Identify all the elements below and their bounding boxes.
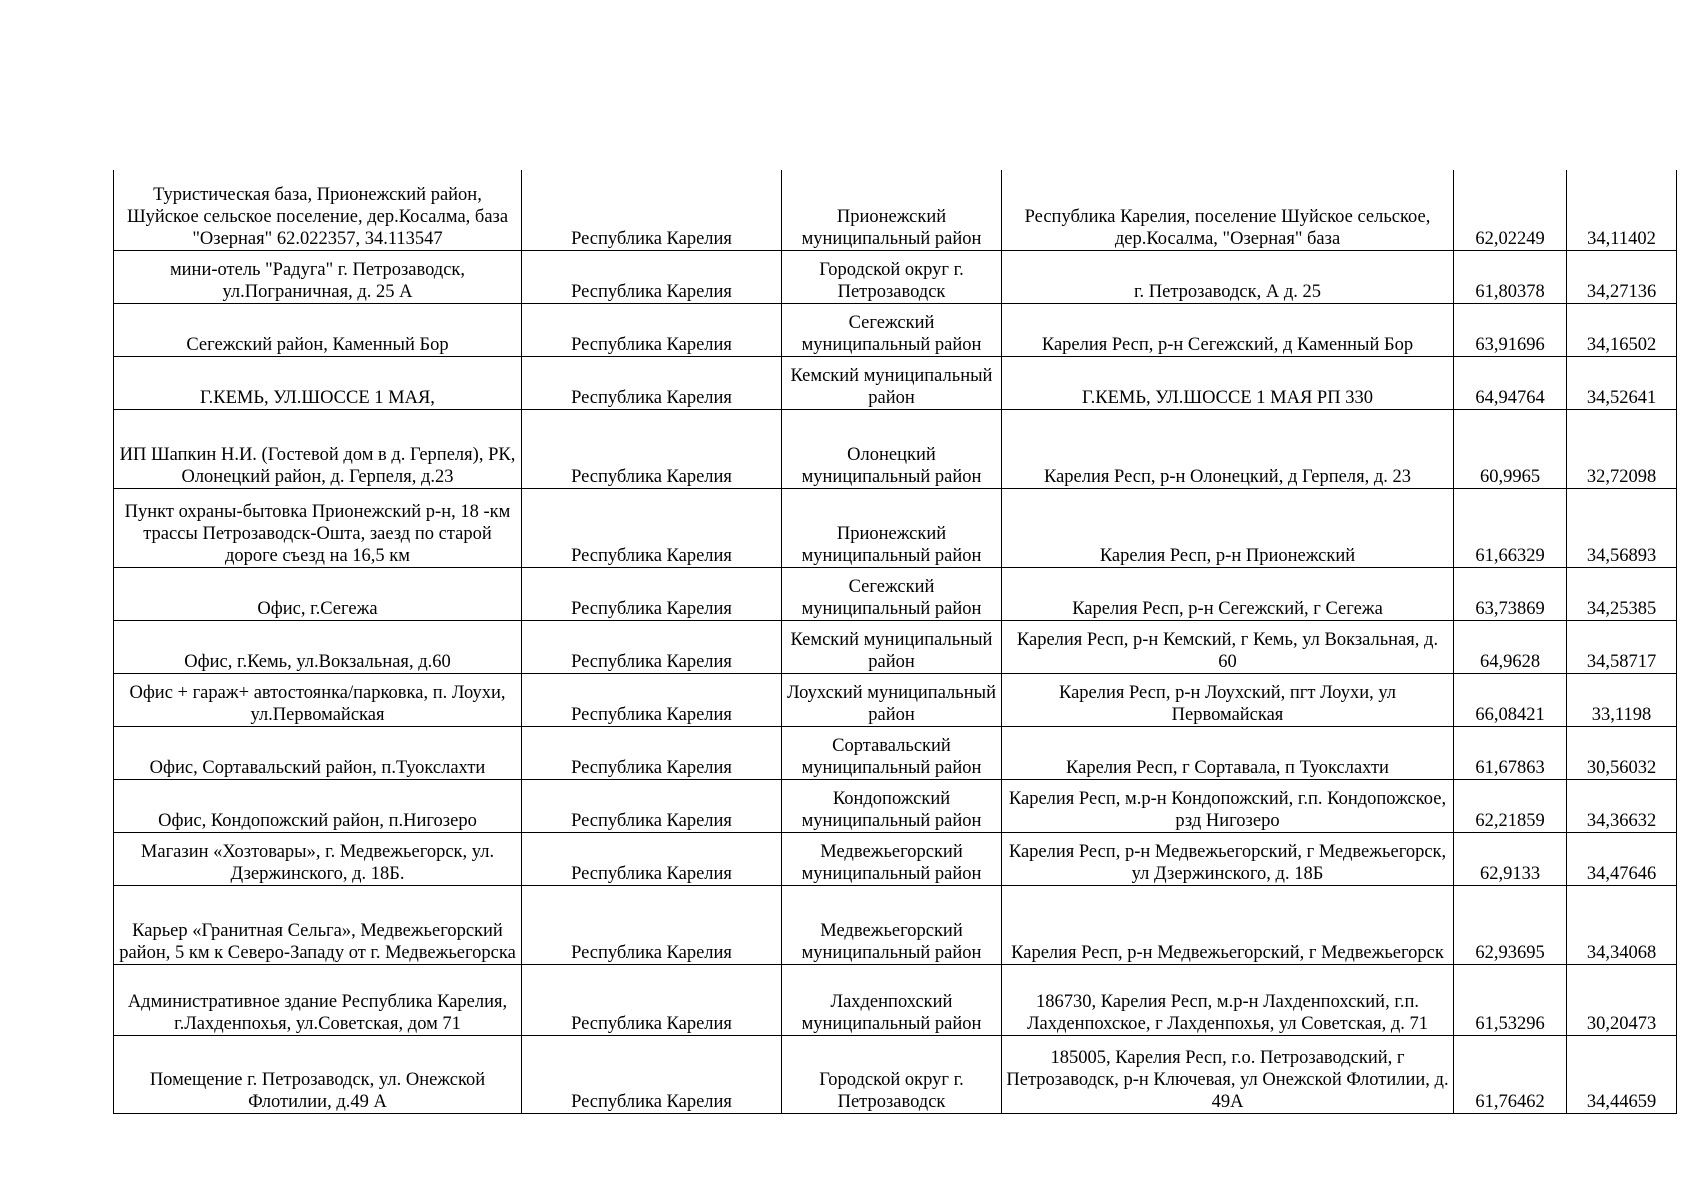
table-row	[114, 726, 1677, 779]
locations-table	[113, 170, 1677, 1114]
municipality-cell: Городской округ г. Петрозаводск	[782, 1035, 1002, 1113]
table-row	[114, 779, 1677, 832]
object-name-cell: Офис, г.Кемь, ул.Вокзальная, д.60	[114, 620, 522, 673]
municipality-cell: Городской округ г. Петрозаводск	[782, 250, 1002, 303]
address-cell: 186730, Карелия Респ, м.р-н Лахденпохский, г.п. Лахденпохское, г Лахденпохья, ул Советская, д. 71	[1002, 964, 1454, 1035]
municipality-cell: Кемский муниципальный район	[782, 620, 1002, 673]
address-cell: Карелия Респ, м.р-н Кондопожский, г.п. Кондопожское, рзд Нигозеро	[1002, 779, 1454, 832]
longitude-cell: 30,56032	[1567, 726, 1677, 779]
object-name-cell: ИП Шапкин Н.И. (Гостевой дом в д. Герпеля), РК, Олонецкий район, д. Герпеля, д.23	[114, 409, 522, 488]
table-body	[114, 170, 1677, 1113]
longitude-cell: 32,72098	[1567, 409, 1677, 488]
address-cell: Карелия Респ, р-н Кемский, г Кемь, ул Вокзальная, д. 60	[1002, 620, 1454, 673]
table-row	[114, 620, 1677, 673]
municipality-cell: Медвежьегорский муниципальный район	[782, 885, 1002, 964]
region-cell: Республика Карелия	[522, 303, 782, 356]
object-name-cell: Пункт охраны-бытовка Прионежский р-н, 18 -км трассы Петрозаводск-Ошта, заезд по старой дороге съезд на 16,5 км	[114, 488, 522, 567]
object-name-cell: Сегежский район, Каменный Бор	[114, 303, 522, 356]
address-cell: Карелия Респ, р-н Медвежьегорский, г Медвежьегорск, ул Дзержинского, д. 18Б	[1002, 832, 1454, 885]
region-cell: Республика Карелия	[522, 567, 782, 620]
table-row	[114, 832, 1677, 885]
object-name-cell: Туристическая база, Прионежский район, Шуйское сельское поселение, дер.Косалма, база "Озерная" 62.022357, 34.113547	[114, 170, 522, 250]
municipality-cell: Кемский муниципальный район	[782, 356, 1002, 409]
municipality-cell: Олонецкий муниципальный район	[782, 409, 1002, 488]
table-row	[114, 567, 1677, 620]
region-cell: Республика Карелия	[522, 356, 782, 409]
object-name-cell: Г.КЕМЬ, УЛ.ШОССЕ 1 МАЯ,	[114, 356, 522, 409]
address-cell: 185005, Карелия Респ, г.о. Петрозаводский, г Петрозаводск, р-н Ключевая, ул Онежской Флотилии, д. 49А	[1002, 1035, 1454, 1113]
address-cell: Карелия Респ, г Сортавала, п Туокслахти	[1002, 726, 1454, 779]
latitude-cell: 61,80378	[1454, 250, 1567, 303]
address-cell: Карелия Респ, р-н Прионежский	[1002, 488, 1454, 567]
longitude-cell: 33,1198	[1567, 673, 1677, 726]
municipality-cell: Кондопожский муниципальный район	[782, 779, 1002, 832]
latitude-cell: 64,9628	[1454, 620, 1567, 673]
longitude-cell: 34,58717	[1567, 620, 1677, 673]
region-cell: Республика Карелия	[522, 726, 782, 779]
object-name-cell: Офис, Кондопожский район, п.Нигозеро	[114, 779, 522, 832]
longitude-cell: 34,52641	[1567, 356, 1677, 409]
latitude-cell: 62,21859	[1454, 779, 1567, 832]
region-cell: Республика Карелия	[522, 832, 782, 885]
table-row	[114, 356, 1677, 409]
latitude-cell: 62,02249	[1454, 170, 1567, 250]
municipality-cell: Лоухский муниципальный район	[782, 673, 1002, 726]
longitude-cell: 34,16502	[1567, 303, 1677, 356]
latitude-cell: 60,9965	[1454, 409, 1567, 488]
object-name-cell: Карьер «Гранитная Сельга», Медвежьегорский район, 5 км к Северо-Западу от г. Медвежьегорска	[114, 885, 522, 964]
municipality-cell: Сегежский муниципальный район	[782, 303, 1002, 356]
longitude-cell: 34,34068	[1567, 885, 1677, 964]
address-cell: Республика Карелия, поселение Шуйское сельское, дер.Косалма, "Озерная" база	[1002, 170, 1454, 250]
latitude-cell: 61,76462	[1454, 1035, 1567, 1113]
latitude-cell: 66,08421	[1454, 673, 1567, 726]
table-row	[114, 170, 1677, 250]
municipality-cell: Сегежский муниципальный район	[782, 567, 1002, 620]
table-row	[114, 964, 1677, 1035]
region-cell: Республика Карелия	[522, 488, 782, 567]
address-cell: Карелия Респ, р-н Медвежьегорский, г Медвежьегорск	[1002, 885, 1454, 964]
region-cell: Республика Карелия	[522, 885, 782, 964]
object-name-cell: Офис, Сортавальский район, п.Туокслахти	[114, 726, 522, 779]
object-name-cell: Помещение г. Петрозаводск, ул. Онежской Флотилии, д.49 А	[114, 1035, 522, 1113]
longitude-cell: 34,36632	[1567, 779, 1677, 832]
region-cell: Республика Карелия	[522, 409, 782, 488]
table-row	[114, 303, 1677, 356]
address-cell: г. Петрозаводск, А д. 25	[1002, 250, 1454, 303]
latitude-cell: 64,94764	[1454, 356, 1567, 409]
region-cell: Республика Карелия	[522, 779, 782, 832]
address-cell: Карелия Респ, р-н Олонецкий, д Герпеля, д. 23	[1002, 409, 1454, 488]
address-cell: Г.КЕМЬ, УЛ.ШОССЕ 1 МАЯ РП 330	[1002, 356, 1454, 409]
latitude-cell: 62,93695	[1454, 885, 1567, 964]
latitude-cell: 62,9133	[1454, 832, 1567, 885]
table-row	[114, 250, 1677, 303]
object-name-cell: Офис, г.Сегежа	[114, 567, 522, 620]
table-row	[114, 488, 1677, 567]
municipality-cell: Прионежский муниципальный район	[782, 170, 1002, 250]
table-row	[114, 409, 1677, 488]
region-cell: Республика Карелия	[522, 620, 782, 673]
object-name-cell: мини-отель "Радуга" г. Петрозаводск, ул.Пограничная, д. 25 А	[114, 250, 522, 303]
longitude-cell: 34,44659	[1567, 1035, 1677, 1113]
region-cell: Республика Карелия	[522, 170, 782, 250]
address-cell: Карелия Респ, р-н Сегежский, г Сегежа	[1002, 567, 1454, 620]
municipality-cell: Медвежьегорский муниципальный район	[782, 832, 1002, 885]
longitude-cell: 34,27136	[1567, 250, 1677, 303]
municipality-cell: Лахденпохский муниципальный район	[782, 964, 1002, 1035]
longitude-cell: 34,11402	[1567, 170, 1677, 250]
latitude-cell: 63,73869	[1454, 567, 1567, 620]
longitude-cell: 34,56893	[1567, 488, 1677, 567]
region-cell: Республика Карелия	[522, 673, 782, 726]
address-cell: Карелия Респ, р-н Лоухский, пгт Лоухи, ул Первомайская	[1002, 673, 1454, 726]
latitude-cell: 61,53296	[1454, 964, 1567, 1035]
table-row	[114, 673, 1677, 726]
longitude-cell: 34,47646	[1567, 832, 1677, 885]
region-cell: Республика Карелия	[522, 250, 782, 303]
table-row	[114, 1035, 1677, 1113]
region-cell: Республика Карелия	[522, 964, 782, 1035]
table-row	[114, 885, 1677, 964]
object-name-cell: Административное здание Республика Карелия, г.Лахденпохья, ул.Советская, дом 71	[114, 964, 522, 1035]
municipality-cell: Прионежский муниципальный район	[782, 488, 1002, 567]
latitude-cell: 61,66329	[1454, 488, 1567, 567]
object-name-cell: Магазин «Хозтовары», г. Медвежьегорск, ул. Дзержинского, д. 18Б.	[114, 832, 522, 885]
address-cell: Карелия Респ, р-н Сегежский, д Каменный Бор	[1002, 303, 1454, 356]
municipality-cell: Сортавальский муниципальный район	[782, 726, 1002, 779]
latitude-cell: 61,67863	[1454, 726, 1567, 779]
region-cell: Республика Карелия	[522, 1035, 782, 1113]
object-name-cell: Офис + гараж+ автостоянка/парковка, п. Лоухи, ул.Первомайская	[114, 673, 522, 726]
longitude-cell: 34,25385	[1567, 567, 1677, 620]
latitude-cell: 63,91696	[1454, 303, 1567, 356]
longitude-cell: 30,20473	[1567, 964, 1677, 1035]
